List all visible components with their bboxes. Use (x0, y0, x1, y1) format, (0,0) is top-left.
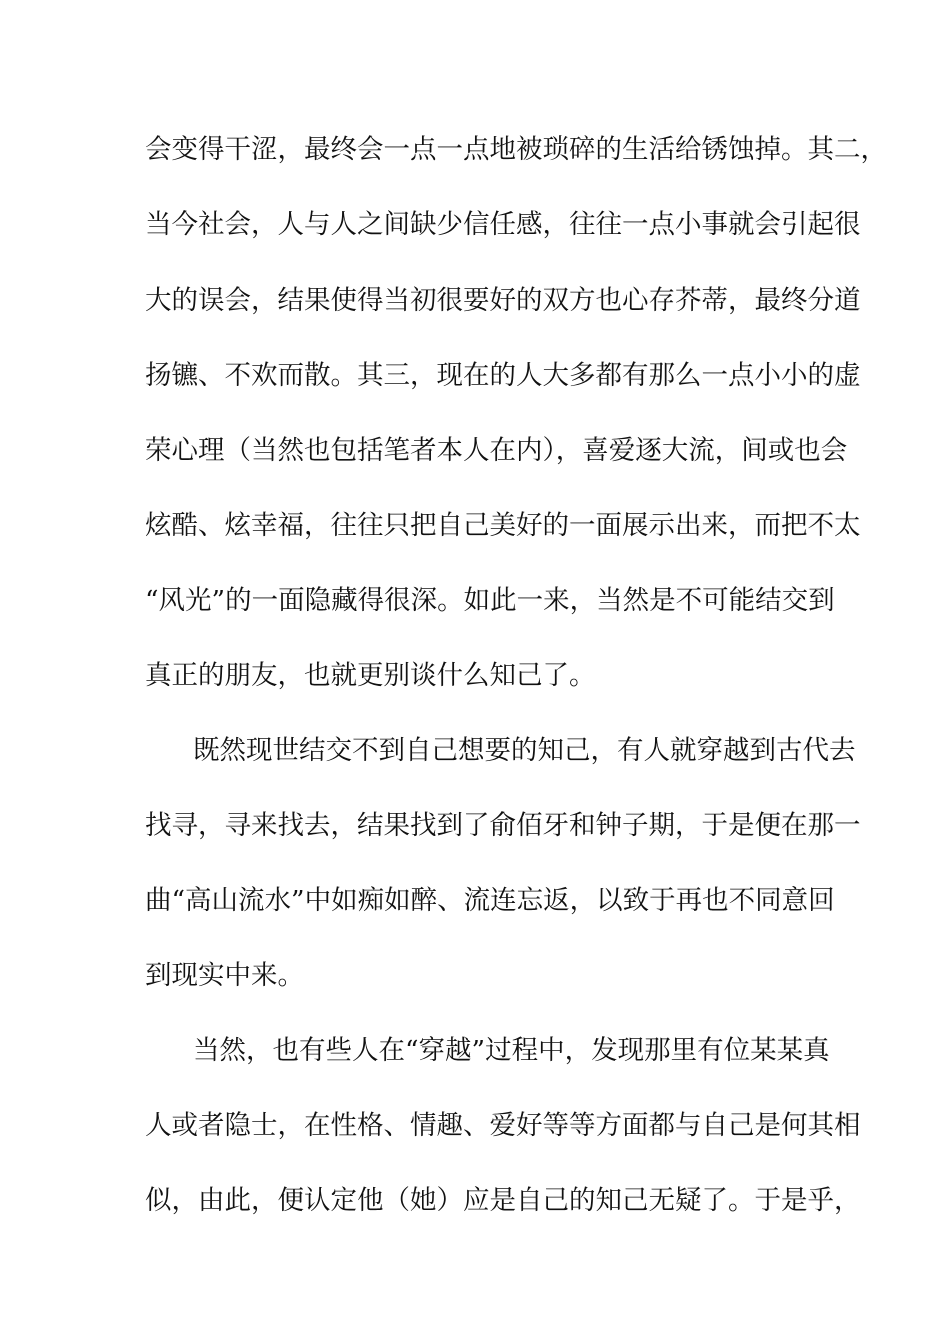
text-line-5: 荣心理（当然也包括笔者本人在内），喜爱逐大流，间或也会 (145, 435, 848, 466)
text-line-3: 大的误会，结果使得当初很要好的双方也心存芥蒂，最终分道 (145, 285, 861, 316)
text-line-11: 曲“高山流水”中如痴如醉、流连忘返，以致于再也不同意回 (145, 885, 835, 916)
text-line-13: 当然，也有些人在“穿越”过程中，发现那里有位某某真 (193, 1035, 830, 1066)
text-line-2: 当今社会，人与人之间缺少信任感，往往一点小事就会引起很 (145, 209, 861, 240)
text-line-14: 人或者隐士，在性格、情趣、爱好等等方面都与自己是何其相 (145, 1110, 861, 1141)
text-line-1: 会变得干涩，最终会一点一点地被琐碎的生活给锈蚀掉。其二， (145, 134, 887, 165)
text-line-15: 似，由此，便认定他（她）应是自己的知己无疑了。于是乎， (145, 1185, 861, 1216)
text-line-4: 扬镳、不欢而散。其三，现在的人大多都有那么一点小小的虚 (145, 360, 861, 391)
text-line-12: 到现实中来。 (145, 960, 304, 991)
text-line-9: 既然现世结交不到自己想要的知己，有人就穿越到古代去 (193, 735, 856, 766)
text-line-10: 找寻，寻来找去，结果找到了俞佰牙和钟子期，于是便在那一 (145, 810, 861, 841)
text-line-8: 真正的朋友，也就更别谈什么知己了。 (145, 660, 596, 691)
text-line-7: “风光”的一面隐藏得很深。如此一来，当然是不可能结交到 (145, 585, 835, 616)
text-line-6: 炫酷、炫幸福，往往只把自己美好的一面展示出来，而把不太 (145, 510, 861, 541)
